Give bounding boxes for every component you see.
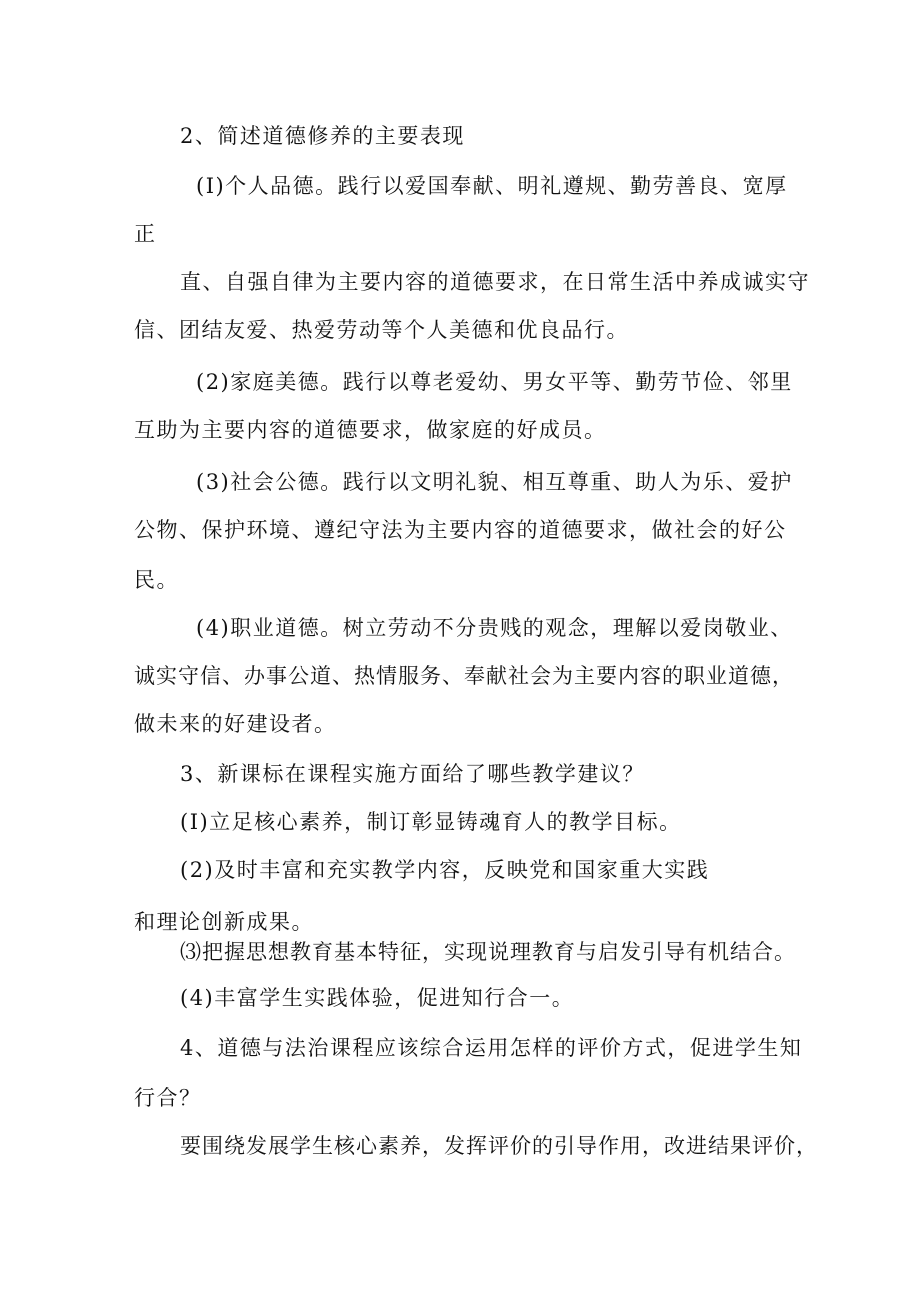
heading-question-3: 3、新课标在课程实施方面给了哪些教学建议？ [180, 762, 645, 786]
paragraph-line: (2)及时丰富和充实教学内容，反映党和国家重大实践 [180, 858, 710, 882]
paragraph-line: ⑶把握思想教育基本特征，实现说理教育与启发引导有机结合。 [180, 940, 796, 964]
heading-question-2: 2、简述道德修养的主要表现 [180, 124, 465, 148]
paragraph-line: 直、自强自律为主要内容的道德要求，在日常生活中养成诚实守 [180, 270, 810, 294]
paragraph-line: 互助为主要内容的道德要求，做家庭的好成员。 [134, 418, 607, 442]
heading-question-4: 4、道德与法治课程应该综合运用怎样的评价方式，促进学生知 [180, 1036, 803, 1060]
paragraph-line: 做未来的好建设者。 [134, 712, 337, 736]
paragraph-line: 信、团结友爱、热爱劳动等个人美德和优良品行。 [134, 318, 629, 342]
paragraph-line: (3)社会公德。践行以文明礼貌、相互尊重、助人为乐、爱护 [196, 470, 793, 494]
paragraph-line: (4)丰富学生实践体验，促进知行合一。 [180, 986, 575, 1010]
paragraph-line: (4)职业道德。树立劳动不分贵贱的观念，理解以爱岗敬业、 [196, 616, 793, 640]
paragraph-line: 行合？ [134, 1086, 202, 1110]
paragraph-line: 和理论创新成果。 [134, 910, 314, 934]
paragraph-line: (I)个人品德。践行以爱国奉献、明礼遵规、勤劳善良、宽厚 [196, 174, 788, 198]
paragraph-line: (I)立足核心素养，制订彰显铸魂育人的教学目标。 [180, 810, 682, 834]
paragraph-line: 公物、保护环境、遵纪守法为主要内容的道德要求，做社会的好公 [134, 518, 787, 542]
paragraph-line: 诚实守信、办事公道、热情服务、奉献社会为主要内容的职业道德， [134, 664, 794, 688]
paragraph-line: 正 [134, 222, 157, 246]
paragraph-line: 要围绕发展学生核心素养，发挥评价的引导作用，改进结果评价， [180, 1134, 818, 1158]
paragraph-line: (2)家庭美德。践行以尊老爱幼、男女平等、勤劳节俭、邻里 [196, 370, 793, 394]
paragraph-line: 民。 [134, 568, 179, 592]
